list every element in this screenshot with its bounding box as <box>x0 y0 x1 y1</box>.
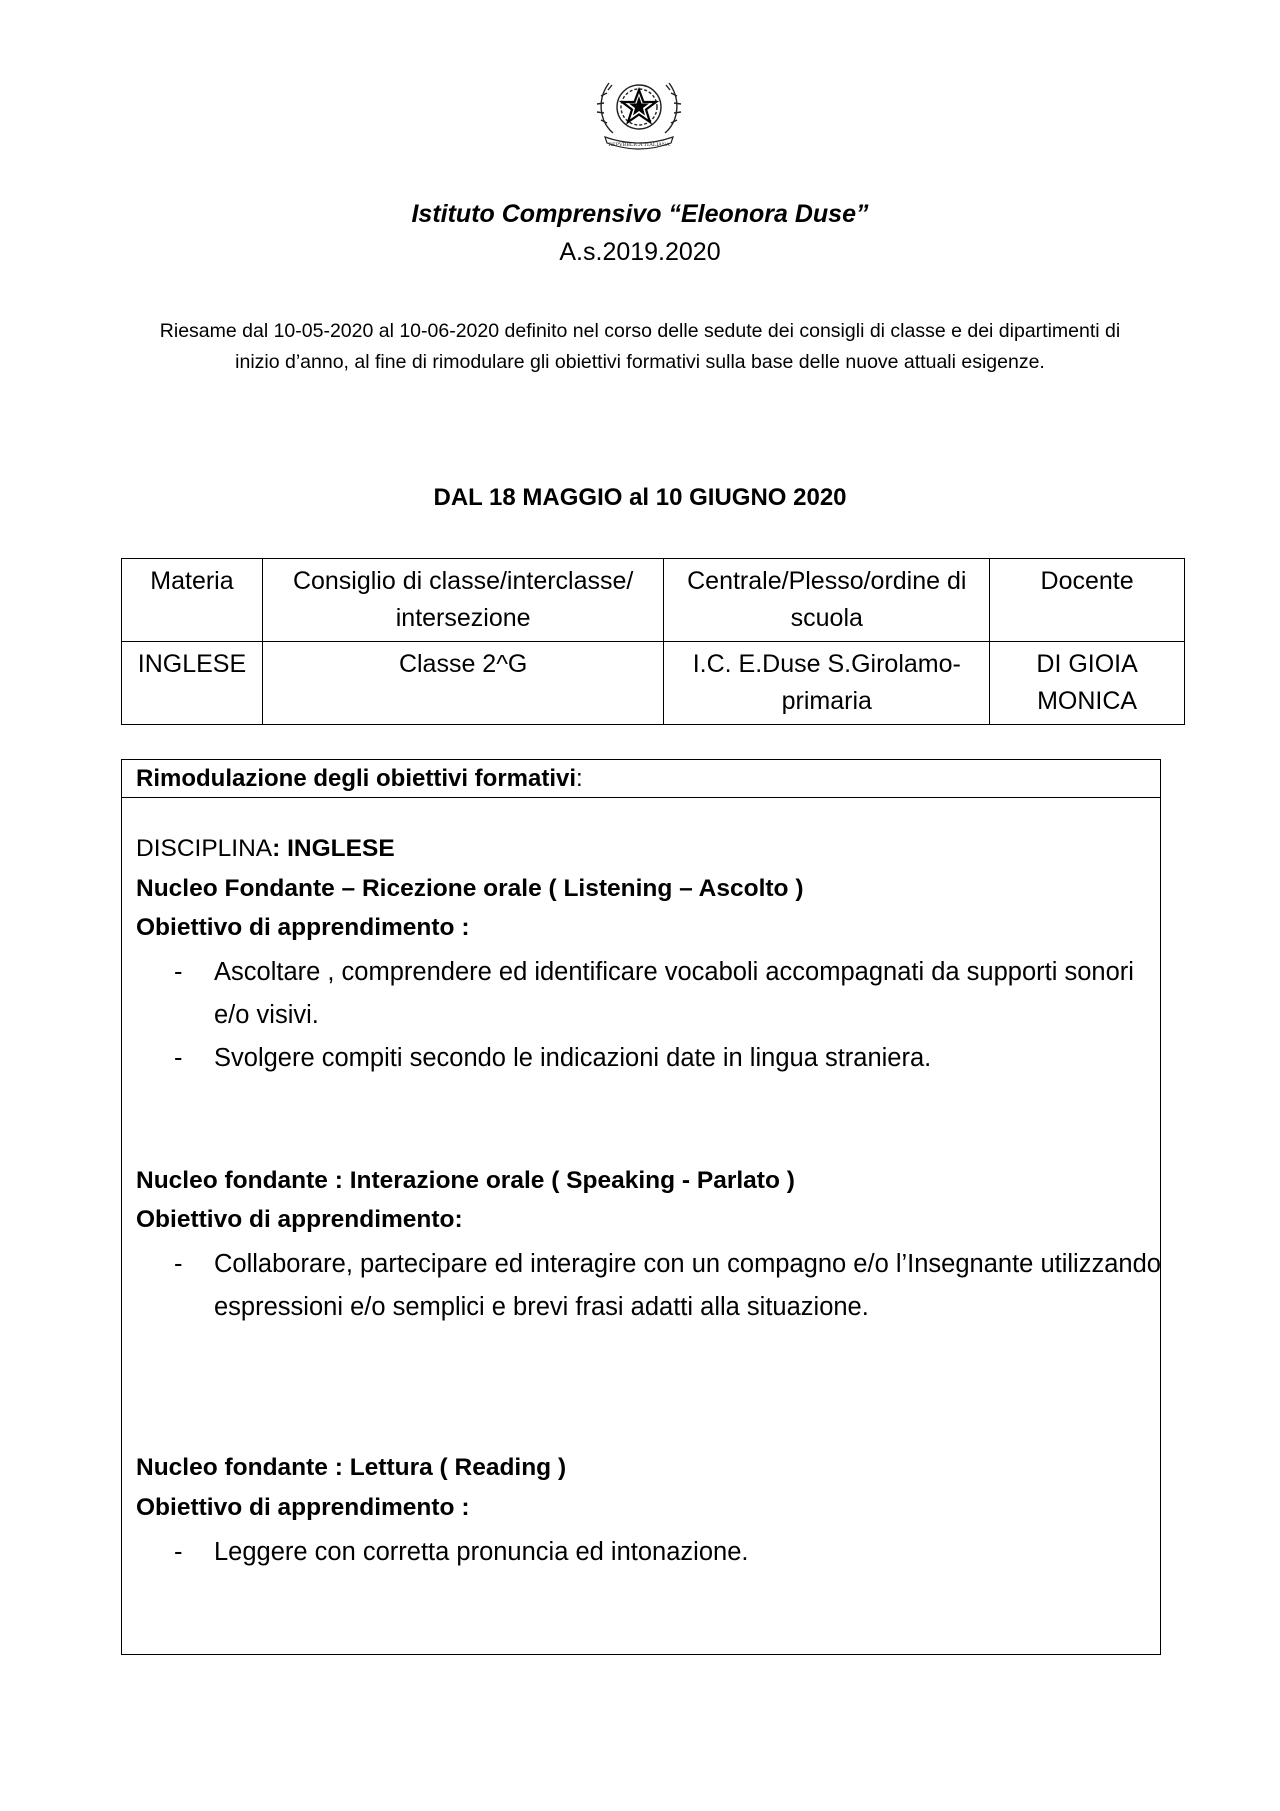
cell-consiglio: Classe 2^G <box>262 642 663 725</box>
objectives-title: Rimodulazione degli obiettivi formativi: <box>122 760 1160 798</box>
nucleus-title: Nucleo fondante : Interazione orale ( Speaking - Parlato ) <box>136 1167 795 1194</box>
info-table-row <box>122 642 1185 725</box>
italian-republic-emblem-icon <box>591 63 687 159</box>
list-item: - Leggere con corretta pronuncia ed intonazione. <box>174 1538 749 1566</box>
cell-materia: INGLESE <box>122 642 263 725</box>
info-table <box>121 558 1185 725</box>
info-table-header-row <box>122 559 1185 642</box>
list-item: - Ascoltare , comprendere ed identificare vocaboli accompagnati da supporti sonori e/o visivi. <box>174 958 1134 1029</box>
header-materia: Materia <box>122 559 263 642</box>
header-docente: Docente <box>990 559 1185 642</box>
cell-docente: DI GIOIA MONICA <box>990 642 1185 725</box>
header-plesso: Centrale/Plesso/ordine di scuola <box>664 559 990 642</box>
objectives-box <box>121 759 1161 1655</box>
nucleus-title: Nucleo Fondante – Ricezione orale ( Listening – Ascolto ) <box>136 875 804 902</box>
intro-paragraph: Riesame dal 10-05-2020 al 10-06-2020 definito nel corso delle sedute dei consigli di classe e dei dipartimenti di inizio d’anno, al fine di rimodulare gli obiettivi formativi sulla base delle nuove attuali esigenze. <box>159 320 1121 373</box>
period-title: DAL 18 MAGGIO al 10 GIUGNO 2020 <box>433 484 847 511</box>
school-year: A.s.2019.2020 <box>559 238 721 266</box>
objective-label: Obiettivo di apprendimento : <box>136 914 470 941</box>
svg-text:REPVBBLICA ITALIANA: REPVBBLICA ITALIANA <box>608 142 670 148</box>
cell-plesso: I.C. E.Duse S.Girolamo-primaria <box>664 642 990 725</box>
discipline-line: DISCIPLINA: INGLESE <box>136 835 395 862</box>
list-item: - Svolgere compiti secondo le indicazioni date in lingua straniera. <box>174 1044 932 1072</box>
objective-label: Obiettivo di apprendimento : <box>136 1494 470 1521</box>
nucleus-title: Nucleo fondante : Lettura ( Reading ) <box>136 1454 567 1481</box>
list-item: - Collaborare, partecipare ed interagire con un compagno e/o l’Insegnante utilizzando espressioni e/o semplici e brevi frasi adatti alla situazione. <box>174 1250 1161 1321</box>
school-name: Istituto Comprensivo “Eleonora Duse” <box>411 200 869 228</box>
objective-label: Obiettivo di apprendimento: <box>136 1206 463 1233</box>
header-consiglio: Consiglio di classe/interclasse/ intersezione <box>262 559 663 642</box>
